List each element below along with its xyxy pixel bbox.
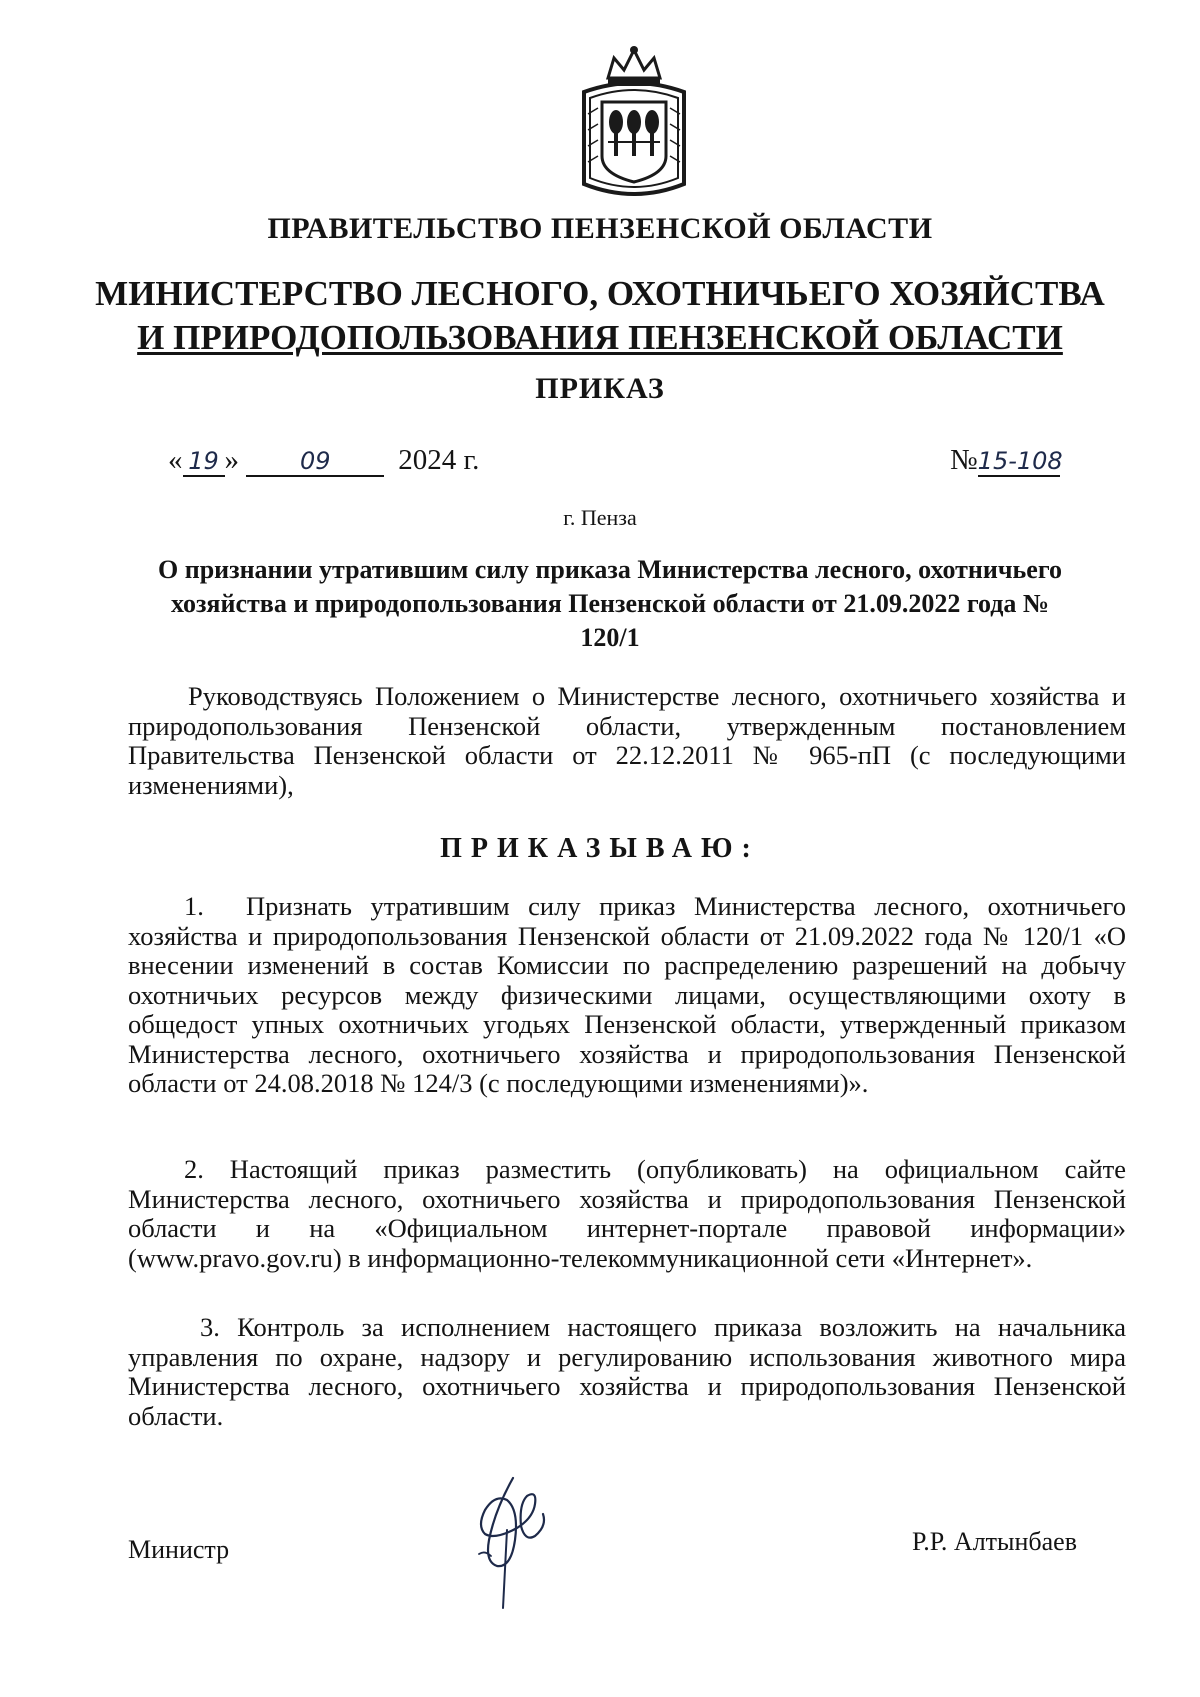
handwritten-signature-icon bbox=[455, 1470, 565, 1620]
order-item-1 bbox=[128, 892, 1126, 1099]
date-year: 2024 г. bbox=[398, 444, 480, 476]
document-date bbox=[168, 444, 479, 477]
government-title: ПРАВИТЕЛЬСТВО ПЕНЗЕНСКОЙ ОБЛАСТИ bbox=[267, 212, 933, 245]
date-quote-open: « bbox=[168, 444, 183, 476]
signatory-title: Министр bbox=[128, 1535, 230, 1564]
ministry-title bbox=[0, 272, 1200, 360]
order-item-3: 3. Контроль за исполнением настоящего приказа возложить на начальника управления по охране, надзору и регулированию использования животного мира Министерства лесного, охотничьего хозяйства и природопользования Пензенской области. bbox=[128, 1312, 1126, 1431]
order-item-1-number: 1. bbox=[184, 891, 204, 921]
document-type: ПРИКАЗ bbox=[535, 372, 665, 405]
ministry-title-line-1: МИНИСТЕРСТВО ЛЕСНОГО, ОХОТНИЧЬЕГО ХОЗЯЙСТВА bbox=[95, 274, 1105, 313]
number-prefix: № bbox=[950, 444, 978, 476]
document-city: г. Пенза bbox=[563, 505, 637, 530]
basis-paragraph: Руководствуясь Положением о Министерстве лесного, охотничьего хозяйства и природопользования Пензенской области, утвержденным постановлением Правительства Пензенской области от 22.12.2011 № 965-пП (с последующими изменениями), bbox=[128, 681, 1126, 800]
document-subject: О признании утратившим силу приказа Министерства лесного, охотничьего хозяйства и природопользования Пензенской области от 21.09.2022 года № 120/1 bbox=[157, 555, 1063, 652]
order-item-1-text: Признать утратившим силу приказ Министерства лесного, охотничьего хозяйства и природопользования Пензенской области от 21.09.2022 года № 120/1 «О внесении изменений в состав Комиссии по распределению разрешений на добычу охотничьих ресурсов между физическими лицами, осуществляющими охоту в общедост упных охотничьих угодьях Пензенской области, утвержденный приказом Министерства лесного, охотничьего хозяйства и природопользования Пензенской области от 24.08.2018 № 124/3 (с последующими изменениями)». bbox=[128, 891, 1126, 1098]
decree-heading: ПРИКАЗЫВАЮ: bbox=[440, 833, 760, 864]
date-quote-close: » bbox=[224, 444, 239, 476]
signatory-name: Р.Р. Алтынбаев bbox=[912, 1527, 1078, 1556]
ministry-title-line-2: И ПРИРОДОПОЛЬЗОВАНИЯ ПЕНЗЕНСКОЙ ОБЛАСТИ bbox=[137, 318, 1063, 357]
order-item-2: 2. Настоящий приказ разместить (опубликовать) на официальном сайте Министерства лесного, охотничьего хозяйства и природопользования Пензенской области и на «Официальном интернет-портале правовой информации» (www.pravo.gov.ru) в информационно-телекоммуникационной сети «Интернет». bbox=[128, 1154, 1126, 1273]
coat-of-arms-icon bbox=[578, 44, 690, 204]
document-number bbox=[950, 444, 1063, 477]
date-day: 19 bbox=[183, 447, 225, 477]
date-month: 09 bbox=[246, 447, 384, 477]
number-value: 15-108 bbox=[977, 447, 1063, 475]
